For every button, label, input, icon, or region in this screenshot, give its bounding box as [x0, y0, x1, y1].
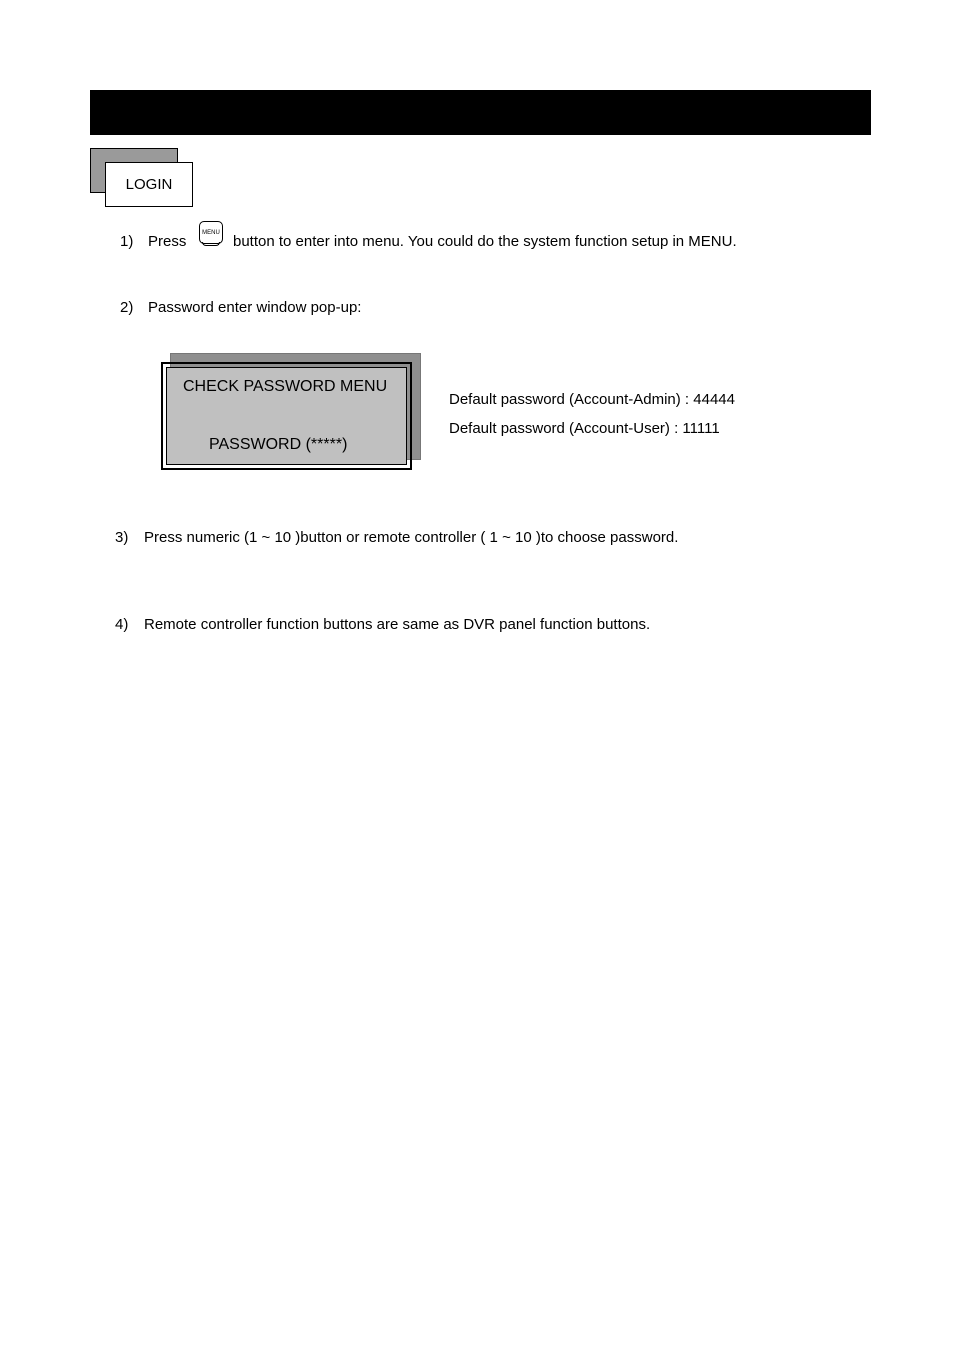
step-4-number: 4)	[115, 616, 129, 633]
section-tab-label: LOGIN	[125, 176, 173, 193]
step-3-number: 3)	[115, 529, 129, 546]
step-1-press-text: Press	[148, 233, 187, 250]
step-3-text: Press numeric (1 ~ 10 )button or remote controller ( 1 ~ 10 )to choose password.	[144, 529, 679, 546]
step-4-text: Remote controller function buttons are same as DVR panel function buttons.	[144, 616, 651, 633]
password-window-title: CHECK PASSWORD MENU	[183, 378, 388, 395]
step-2-text: Password enter window pop-up:	[148, 299, 362, 316]
default-password-user: Default password (Account-User) : 11111	[449, 420, 720, 437]
section-tab-login	[105, 162, 193, 207]
section-header-bar	[90, 90, 871, 135]
default-password-admin: Default password (Account-Admin) : 44444	[449, 391, 735, 408]
menu-button-icon: MENU	[199, 221, 223, 244]
step-1-text: button to enter into menu. You could do the system function setup in MENU.	[233, 233, 737, 250]
password-field: PASSWORD (*****)	[209, 436, 348, 453]
step-1-number: 1)	[120, 233, 134, 250]
step-2-number: 2)	[120, 299, 134, 316]
